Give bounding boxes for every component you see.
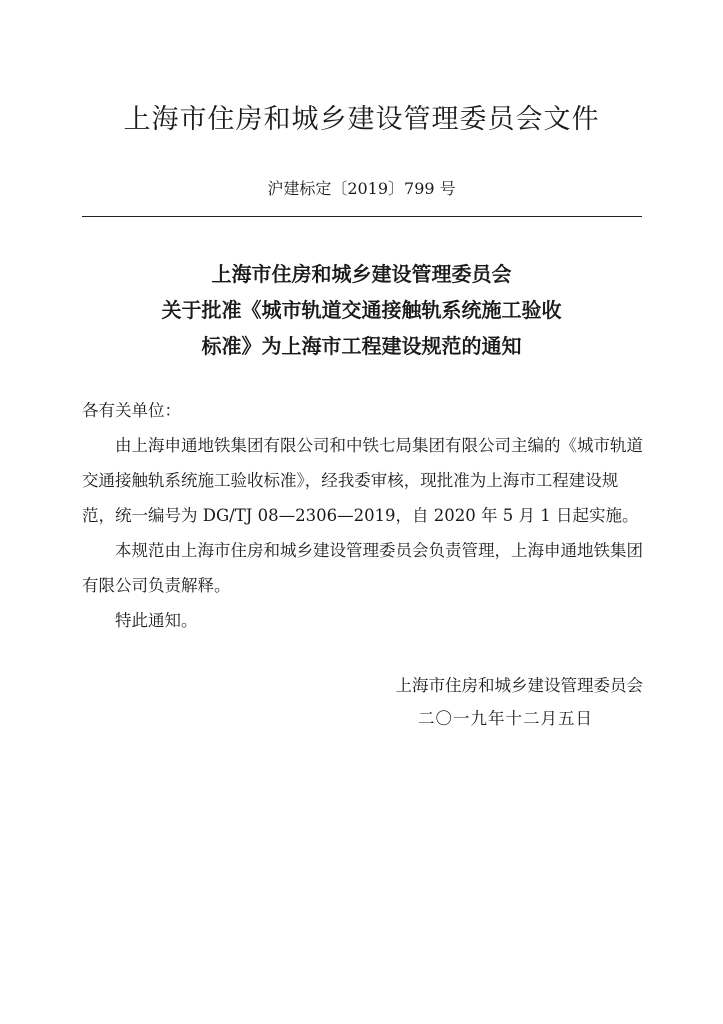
issuer-title: 上海市住房和城乡建设管理委员会文件 bbox=[123, 104, 600, 135]
document-number: 沪建标定〔2019〕799 号 bbox=[267, 179, 456, 198]
salutation: 各有关单位： bbox=[82, 401, 181, 420]
notice-title-line: 上海市住房和城乡建设管理委员会 bbox=[211, 262, 512, 286]
notice-body bbox=[82, 393, 644, 638]
body-paragraph: 由上海申通地铁集团有限公司和中铁七局集团有限公司主编的《城市轨道交通接触轨系统施工验收标准》，经我委审核，现批准为上海市工程建设规范，统一编号为 DG/TJ 08—2306—2019，自 2020 年 5 月 1 日起实施。 bbox=[82, 436, 643, 525]
signature-block bbox=[396, 669, 644, 735]
notice-title-line: 标准》为上海市工程建设规范的通知 bbox=[201, 334, 522, 358]
notice-title bbox=[0, 256, 723, 364]
signature-organization: 上海市住房和城乡建设管理委员会 bbox=[395, 676, 643, 695]
notice-title-line: 关于批准《城市轨道交通接触轨系统施工验收 bbox=[161, 298, 562, 322]
body-paragraph: 特此通知。 bbox=[115, 611, 198, 630]
signature-date: 二〇一九年十二月五日 bbox=[418, 709, 593, 728]
body-paragraph: 本规范由上海市住房和城乡建设管理委员会负责管理，上海申通地铁集团有限公司负责解释。 bbox=[82, 541, 643, 595]
header-divider bbox=[82, 216, 642, 217]
